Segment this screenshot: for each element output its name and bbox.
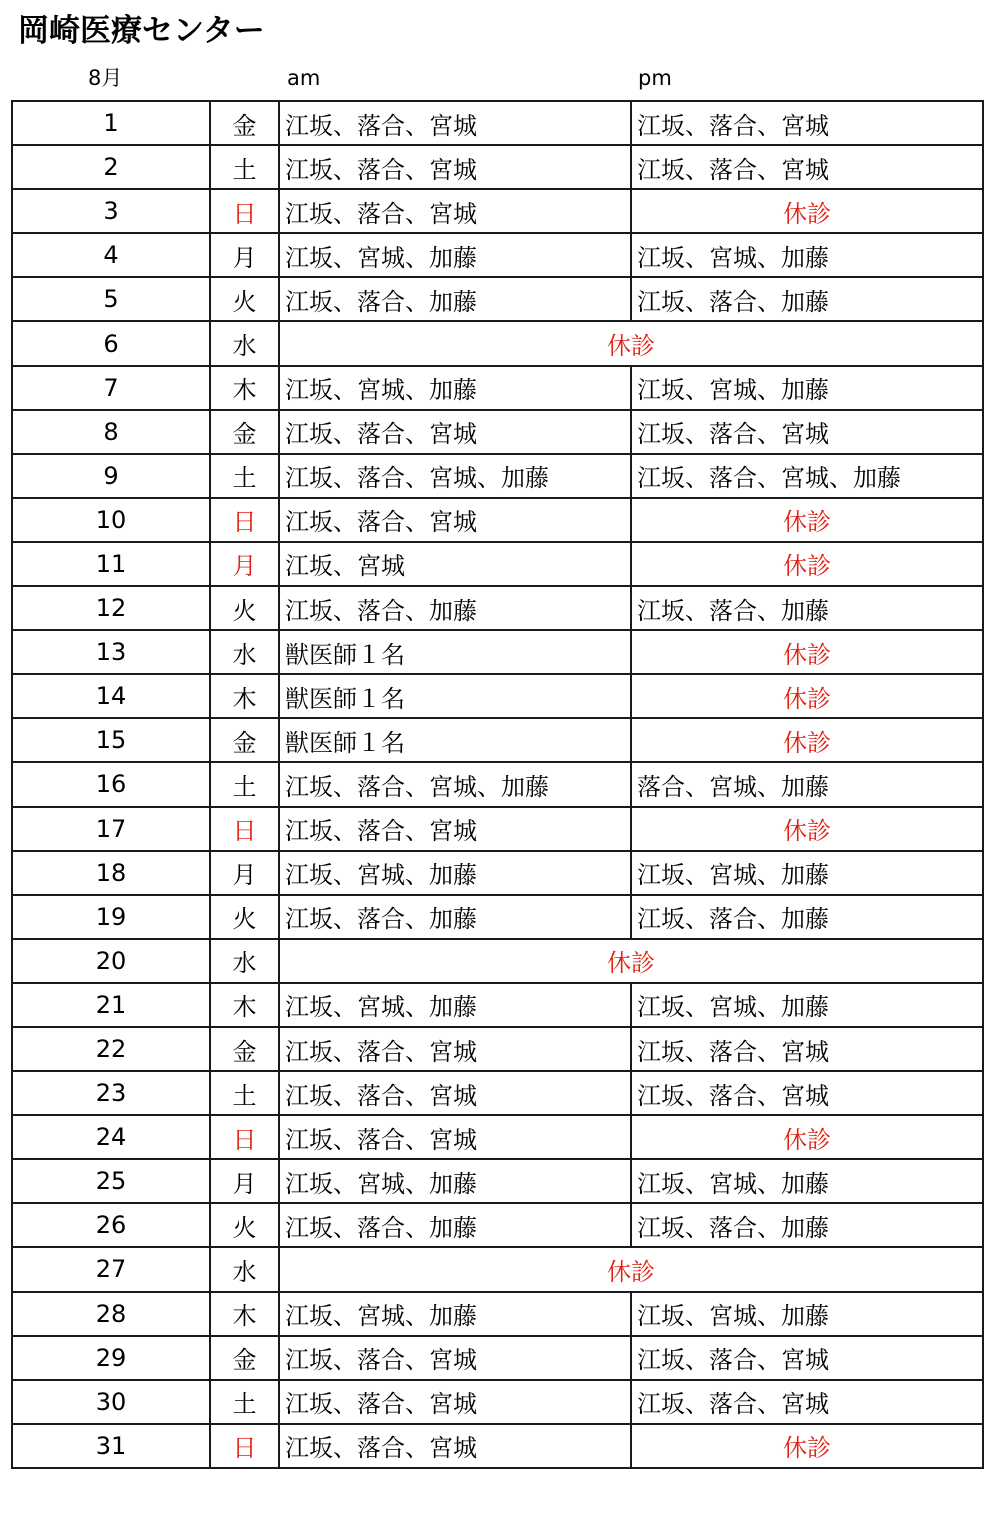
- pm-doctors-cell: 江坂、落合、宮城、加藤: [631, 454, 983, 498]
- weekday-cell: 日: [210, 498, 279, 542]
- weekday-cell: 火: [210, 895, 279, 939]
- weekday-cell: 火: [210, 586, 279, 630]
- day-cell: 8: [12, 410, 210, 454]
- am-doctors-cell: 江坂、落合、宮城: [279, 189, 631, 233]
- pm-doctors-cell: 江坂、落合、宮城: [631, 1071, 983, 1115]
- table-row: [12, 1380, 983, 1424]
- schedule-body: [12, 101, 983, 1468]
- table-row: [12, 1027, 983, 1071]
- weekday-cell: 金: [210, 1336, 279, 1380]
- table-row: [12, 542, 983, 586]
- pm-doctors-cell: 江坂、宮城、加藤: [631, 851, 983, 895]
- am-doctors-cell: 江坂、落合、加藤: [279, 1203, 631, 1247]
- table-row: [12, 410, 983, 454]
- table-row: [12, 1336, 983, 1380]
- pm-doctors-cell: 江坂、落合、宮城: [631, 145, 983, 189]
- weekday-cell: 土: [210, 454, 279, 498]
- closed-all-day-cell: 休診: [279, 939, 983, 983]
- weekday-cell: 木: [210, 674, 279, 718]
- day-cell: 10: [12, 498, 210, 542]
- weekday-cell: 金: [210, 1027, 279, 1071]
- schedule-table: [11, 100, 984, 1469]
- pm-closed-cell: 休診: [631, 1115, 983, 1159]
- day-cell: 13: [12, 630, 210, 674]
- day-cell: 7: [12, 366, 210, 410]
- closed-all-day-cell: 休診: [279, 1247, 983, 1291]
- am-doctors-cell: 江坂、落合、宮城: [279, 101, 631, 145]
- day-cell: 6: [12, 321, 210, 365]
- am-doctors-cell: 獣医師１名: [279, 630, 631, 674]
- table-row: [12, 321, 983, 365]
- month-header: 8月: [88, 66, 123, 90]
- day-cell: 5: [12, 277, 210, 321]
- day-cell: 25: [12, 1159, 210, 1203]
- pm-closed-cell: 休診: [631, 718, 983, 762]
- day-cell: 11: [12, 542, 210, 586]
- day-cell: 19: [12, 895, 210, 939]
- weekday-cell: 水: [210, 630, 279, 674]
- page-title: 岡崎医療センター: [18, 13, 265, 49]
- table-row: [12, 498, 983, 542]
- day-cell: 14: [12, 674, 210, 718]
- table-row: [12, 762, 983, 806]
- weekday-cell: 水: [210, 1247, 279, 1291]
- day-cell: 29: [12, 1336, 210, 1380]
- day-cell: 4: [12, 233, 210, 277]
- table-row: [12, 939, 983, 983]
- weekday-cell: 金: [210, 410, 279, 454]
- table-row: [12, 1292, 983, 1336]
- table-row: [12, 1247, 983, 1291]
- am-doctors-cell: 江坂、宮城: [279, 542, 631, 586]
- weekday-cell: 月: [210, 542, 279, 586]
- am-header: am: [287, 66, 321, 90]
- pm-doctors-cell: 江坂、落合、宮城: [631, 101, 983, 145]
- table-row: [12, 1203, 983, 1247]
- day-cell: 16: [12, 762, 210, 806]
- day-cell: 1: [12, 101, 210, 145]
- day-cell: 24: [12, 1115, 210, 1159]
- am-doctors-cell: 江坂、落合、宮城: [279, 1027, 631, 1071]
- weekday-cell: 日: [210, 1424, 279, 1468]
- pm-header: pm: [638, 66, 672, 90]
- day-cell: 17: [12, 807, 210, 851]
- weekday-cell: 水: [210, 939, 279, 983]
- weekday-cell: 土: [210, 145, 279, 189]
- am-doctors-cell: 獣医師１名: [279, 674, 631, 718]
- day-cell: 12: [12, 586, 210, 630]
- weekday-cell: 火: [210, 1203, 279, 1247]
- closed-all-day-cell: 休診: [279, 321, 983, 365]
- day-cell: 20: [12, 939, 210, 983]
- am-doctors-cell: 江坂、落合、宮城: [279, 498, 631, 542]
- am-doctors-cell: 江坂、落合、加藤: [279, 586, 631, 630]
- pm-doctors-cell: 落合、宮城、加藤: [631, 762, 983, 806]
- day-cell: 22: [12, 1027, 210, 1071]
- table-row: [12, 1071, 983, 1115]
- am-doctors-cell: 江坂、宮城、加藤: [279, 983, 631, 1027]
- table-row: [12, 277, 983, 321]
- weekday-cell: 日: [210, 189, 279, 233]
- weekday-cell: 水: [210, 321, 279, 365]
- table-row: [12, 718, 983, 762]
- pm-doctors-cell: 江坂、落合、宮城: [631, 1336, 983, 1380]
- weekday-cell: 月: [210, 1159, 279, 1203]
- weekday-cell: 木: [210, 366, 279, 410]
- am-doctors-cell: 江坂、落合、宮城: [279, 1115, 631, 1159]
- am-doctors-cell: 江坂、落合、加藤: [279, 277, 631, 321]
- day-cell: 31: [12, 1424, 210, 1468]
- pm-doctors-cell: 江坂、落合、宮城: [631, 1027, 983, 1071]
- day-cell: 26: [12, 1203, 210, 1247]
- table-row: [12, 983, 983, 1027]
- day-cell: 9: [12, 454, 210, 498]
- weekday-cell: 月: [210, 851, 279, 895]
- pm-closed-cell: 休診: [631, 1424, 983, 1468]
- pm-doctors-cell: 江坂、落合、宮城: [631, 1380, 983, 1424]
- weekday-cell: 木: [210, 983, 279, 1027]
- day-cell: 21: [12, 983, 210, 1027]
- pm-closed-cell: 休診: [631, 542, 983, 586]
- pm-doctors-cell: 江坂、宮城、加藤: [631, 233, 983, 277]
- table-row: [12, 1424, 983, 1468]
- pm-doctors-cell: 江坂、落合、加藤: [631, 1203, 983, 1247]
- day-cell: 2: [12, 145, 210, 189]
- am-doctors-cell: 江坂、落合、宮城: [279, 410, 631, 454]
- am-doctors-cell: 江坂、落合、加藤: [279, 895, 631, 939]
- table-row: [12, 454, 983, 498]
- day-cell: 30: [12, 1380, 210, 1424]
- am-doctors-cell: 江坂、落合、宮城: [279, 1380, 631, 1424]
- am-doctors-cell: 江坂、落合、宮城、加藤: [279, 454, 631, 498]
- table-row: [12, 586, 983, 630]
- table-row: [12, 189, 983, 233]
- day-cell: 3: [12, 189, 210, 233]
- table-row: [12, 366, 983, 410]
- am-doctors-cell: 江坂、落合、宮城、加藤: [279, 762, 631, 806]
- am-doctors-cell: 江坂、落合、宮城: [279, 1424, 631, 1468]
- am-doctors-cell: 江坂、宮城、加藤: [279, 366, 631, 410]
- weekday-cell: 金: [210, 101, 279, 145]
- table-row: [12, 674, 983, 718]
- pm-doctors-cell: 江坂、落合、加藤: [631, 277, 983, 321]
- am-doctors-cell: 江坂、落合、宮城: [279, 1336, 631, 1380]
- table-row: [12, 851, 983, 895]
- table-row: [12, 1115, 983, 1159]
- day-cell: 18: [12, 851, 210, 895]
- weekday-cell: 月: [210, 233, 279, 277]
- pm-doctors-cell: 江坂、宮城、加藤: [631, 983, 983, 1027]
- table-row: [12, 101, 983, 145]
- table-row: [12, 145, 983, 189]
- pm-doctors-cell: 江坂、宮城、加藤: [631, 366, 983, 410]
- pm-closed-cell: 休診: [631, 189, 983, 233]
- pm-closed-cell: 休診: [631, 498, 983, 542]
- table-row: [12, 807, 983, 851]
- day-cell: 15: [12, 718, 210, 762]
- pm-doctors-cell: 江坂、宮城、加藤: [631, 1292, 983, 1336]
- weekday-cell: 土: [210, 1380, 279, 1424]
- pm-doctors-cell: 江坂、落合、宮城: [631, 410, 983, 454]
- table-row: [12, 1159, 983, 1203]
- am-doctors-cell: 江坂、宮城、加藤: [279, 1292, 631, 1336]
- pm-closed-cell: 休診: [631, 630, 983, 674]
- pm-doctors-cell: 江坂、落合、加藤: [631, 586, 983, 630]
- weekday-cell: 金: [210, 718, 279, 762]
- weekday-cell: 日: [210, 807, 279, 851]
- weekday-cell: 木: [210, 1292, 279, 1336]
- pm-doctors-cell: 江坂、落合、加藤: [631, 895, 983, 939]
- am-doctors-cell: 江坂、落合、宮城: [279, 807, 631, 851]
- day-cell: 27: [12, 1247, 210, 1291]
- am-doctors-cell: 江坂、宮城、加藤: [279, 1159, 631, 1203]
- am-doctors-cell: 江坂、宮城、加藤: [279, 851, 631, 895]
- table-row: [12, 895, 983, 939]
- table-row: [12, 233, 983, 277]
- pm-doctors-cell: 江坂、宮城、加藤: [631, 1159, 983, 1203]
- am-doctors-cell: 獣医師１名: [279, 718, 631, 762]
- am-doctors-cell: 江坂、宮城、加藤: [279, 233, 631, 277]
- weekday-cell: 土: [210, 1071, 279, 1115]
- day-cell: 23: [12, 1071, 210, 1115]
- weekday-cell: 土: [210, 762, 279, 806]
- am-doctors-cell: 江坂、落合、宮城: [279, 145, 631, 189]
- day-cell: 28: [12, 1292, 210, 1336]
- weekday-cell: 火: [210, 277, 279, 321]
- pm-closed-cell: 休診: [631, 674, 983, 718]
- weekday-cell: 日: [210, 1115, 279, 1159]
- table-row: [12, 630, 983, 674]
- am-doctors-cell: 江坂、落合、宮城: [279, 1071, 631, 1115]
- pm-closed-cell: 休診: [631, 807, 983, 851]
